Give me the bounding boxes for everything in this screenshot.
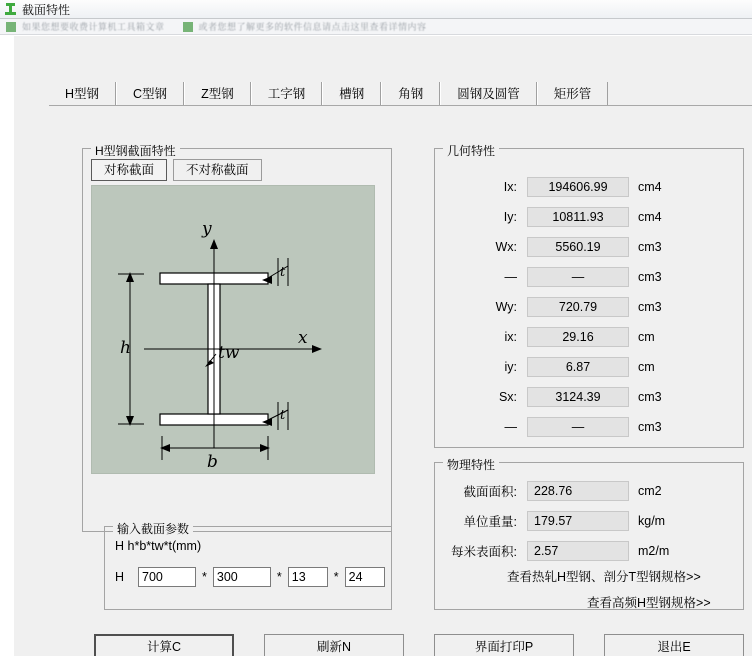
unit-sx2: cm3 [638, 420, 662, 434]
label-sx2: — [504, 420, 517, 434]
physical-group [434, 458, 744, 610]
unit-area: cm2 [638, 484, 662, 498]
refresh-button[interactable]: 刷新N [264, 634, 404, 656]
svg-text:t: t [280, 408, 286, 423]
value-wx2: — [527, 267, 629, 287]
unit-sx: cm3 [638, 390, 662, 404]
value-wx: 5560.19 [527, 237, 629, 257]
left-gutter [0, 36, 14, 656]
label-surface: 每米表面积: [451, 545, 517, 559]
svg-text:y: y [202, 219, 212, 239]
window-title: 截面特性 [22, 2, 71, 17]
label-ix: Ix: [503, 180, 517, 194]
label-sx: Sx: [498, 390, 517, 404]
physical-row-area [439, 481, 662, 501]
section-diagram [91, 185, 375, 474]
geometry-row-ix [439, 177, 662, 197]
unit-iy: cm4 [638, 210, 662, 224]
label-ix-radius: ix: [504, 330, 517, 344]
tab-c-section[interactable]: C型钢 [116, 82, 184, 106]
geometry-row-wx [439, 237, 662, 257]
geometry-row-sx2 [439, 417, 662, 437]
format-hint-row [115, 539, 201, 553]
promo-text-1[interactable]: 如果您想要收费计算机工具箱文章 [22, 22, 165, 32]
section-properties-group [82, 144, 392, 532]
separator-2: * [276, 570, 282, 584]
window-titlebar [0, 0, 752, 19]
input-h[interactable] [138, 567, 196, 587]
value-ix-radius: 29.16 [527, 327, 629, 347]
unit-wx2: cm3 [638, 270, 662, 284]
label-iy: Iy: [503, 210, 517, 224]
promo-text-2[interactable]: 或者您想了解更多的软件信息请点击这里查看详情内容 [198, 22, 427, 32]
link-hot-rolled-specs[interactable]: 查看热轧H型钢、剖分T型钢规格>> [507, 570, 701, 584]
tab-angle[interactable]: 角钢 [381, 82, 440, 106]
dialog-client-area [14, 36, 752, 656]
label-iy-radius: iy: [504, 360, 517, 374]
physical-row-weight [439, 511, 665, 531]
link-high-frequency-specs[interactable]: 查看高频H型钢规格>> [587, 596, 711, 610]
label-wx: Wx: [495, 240, 517, 254]
label-weight: 单位重量: [463, 515, 517, 529]
value-area: 228.76 [527, 481, 629, 501]
exit-button[interactable]: 退出E [604, 634, 744, 656]
label-area: 截面面积: [463, 485, 517, 499]
unit-surface: m2/m [638, 544, 670, 558]
app-icon [4, 2, 18, 16]
unit-ix: cm4 [638, 180, 662, 194]
label-wy: Wy: [495, 300, 517, 314]
svg-text:b: b [207, 452, 218, 472]
main-tabstrip [49, 80, 752, 106]
physical-row-surface [439, 541, 669, 561]
unit-wx: cm3 [638, 240, 662, 254]
promo-icon [6, 22, 16, 32]
tab-h-section[interactable]: H型钢 [49, 82, 116, 106]
unit-iy-radius: cm [638, 360, 655, 374]
value-weight: 179.57 [527, 511, 629, 531]
input-b[interactable] [213, 567, 271, 587]
format-hint: H h*b*tw*t(mm) [115, 539, 202, 553]
tabstrip-divider [49, 105, 752, 106]
svg-text:h: h [120, 338, 131, 358]
geometry-row-iy [439, 207, 662, 227]
tab-channel[interactable]: 槽钢 [322, 82, 381, 106]
value-sx: 3124.39 [527, 387, 629, 407]
svg-text:t: t [280, 265, 286, 280]
parameter-input-group [104, 522, 392, 610]
separator-3: * [333, 570, 339, 584]
parameter-input-legend: 输入截面参数 [113, 520, 193, 537]
tab-z-section[interactable]: Z型钢 [184, 82, 251, 106]
input-t[interactable] [345, 567, 385, 587]
subtab-symmetric[interactable]: 对称截面 [91, 159, 167, 181]
unit-wy: cm3 [638, 300, 662, 314]
section-properties-legend: H型钢截面特性 [91, 142, 180, 159]
tab-round-pipe[interactable]: 圆钢及圆管 [440, 82, 537, 106]
geometry-row-ix-radius [439, 327, 655, 347]
subtab-asymmetric[interactable]: 不对称截面 [173, 159, 262, 181]
physical-legend: 物理特性 [443, 456, 499, 473]
tab-rect-pipe[interactable]: 矩形管 [537, 82, 609, 106]
separator-1: * [202, 570, 207, 584]
geometry-row-wy [439, 297, 662, 317]
geometry-legend: 几何特性 [443, 142, 499, 159]
value-wy: 720.79 [527, 297, 629, 317]
label-wx2: — [504, 270, 517, 284]
unit-weight: kg/m [638, 514, 666, 528]
promo-icon-2 [183, 22, 193, 32]
unit-ix-radius: cm [638, 330, 655, 344]
calculate-button[interactable]: 计算C [94, 634, 234, 656]
geometry-row-iy-radius [439, 357, 655, 377]
dimension-input-row [115, 567, 385, 587]
main-window [0, 35, 752, 656]
prefix-label: H [115, 570, 125, 584]
value-ix: 194606.99 [527, 177, 629, 197]
input-tw[interactable] [288, 567, 328, 587]
geometry-row-sx [439, 387, 662, 407]
promo-toolbar [0, 19, 752, 35]
geometry-group [434, 144, 744, 448]
print-button[interactable]: 界面打印P [434, 634, 574, 656]
tab-i-beam[interactable]: 工字钢 [251, 82, 323, 106]
value-surface: 2.57 [527, 541, 629, 561]
svg-text:tw: tw [218, 343, 240, 363]
svg-text:x: x [298, 328, 308, 348]
section-symmetry-subtabs [91, 159, 262, 181]
value-sx2: — [527, 417, 629, 437]
value-iy: 10811.93 [527, 207, 629, 227]
value-iy-radius: 6.87 [527, 357, 629, 377]
geometry-row-wx2 [439, 267, 662, 287]
